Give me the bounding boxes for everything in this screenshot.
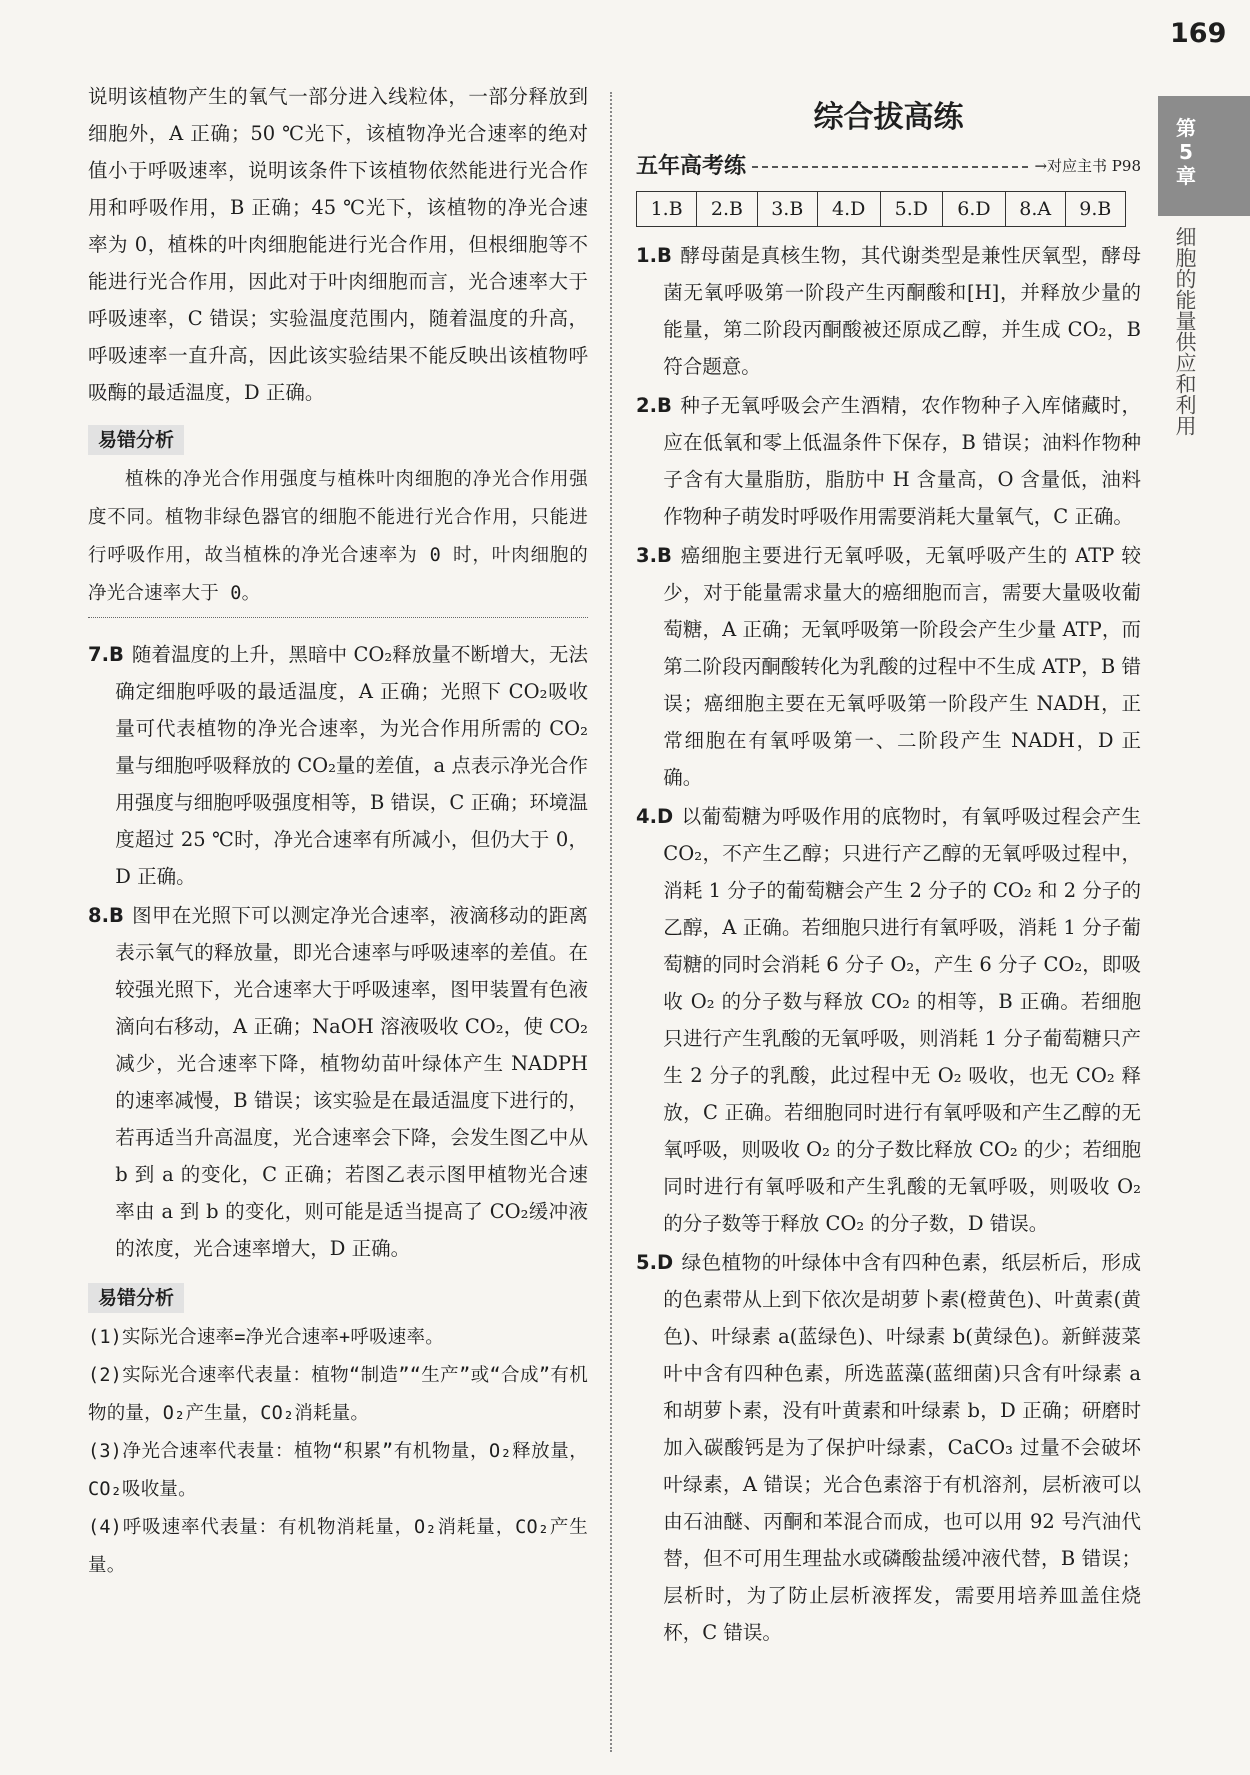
chapter-title: 细胞的能量供应和利用 <box>1173 226 1197 436</box>
error-analysis-item: (2)实际光合速率代表量：植物“制造”“生产”或“合成”有机物的量，O₂产生量，CO₂消耗量。 <box>88 1365 588 1424</box>
answer-cell: 3.B <box>757 192 817 227</box>
answer-number: 2.B <box>636 394 672 417</box>
answer-cell: 2.B <box>697 192 757 227</box>
answer-text: 随着温度的上升，黑暗中 CO₂释放量不断增大，无法确定细胞呼吸的最适温度，A 正确；光照下 CO₂吸收量可代表植物的净光合速率，为光合作用所需的 CO₂量与细胞呼吸释放的 CO₂量的差值，a 点表示净光合作用强度与细胞呼吸强度相等，B 错误，C 正确；环境温度超过 25 ℃时，净光合速率有所减小，但仍大于 0，D 正确。 <box>115 643 588 888</box>
answer-text: 种子无氧呼吸会产生酒精，农作物种子入库储藏时，应在低氧和零上低温条件下保存，B 错误；油料作物种子含有大量脂肪，脂肪中 H 含量高，O 含量低，油料作物种子萌发时呼吸作用需要消耗大量氧气，C 正确。 <box>663 394 1141 528</box>
answer-item-8 <box>88 897 588 1267</box>
answer-key-table <box>636 191 1126 227</box>
answer-text: 癌细胞主要进行无氧呼吸，无氧呼吸产生的 ATP 较少，对于能量需求量大的癌细胞而言，需要大量吸收葡萄糖，A 正确；无氧呼吸第一阶段会产生少量 ATP，而第二阶段丙酮酸转化为乳酸的过程中不生成 ATP，B 错误；癌细胞主要在无氧呼吸第一阶段产生 NADH，正常细胞在有氧呼吸第一、二阶段产生 NADH，D 正确。 <box>663 544 1141 789</box>
answer-item-7 <box>88 636 588 895</box>
error-analysis-list <box>88 1319 588 1585</box>
answer-text: 以葡萄糖为呼吸作用的底物时，有氧呼吸过程会产生 CO₂，不产生乙醇；只进行产乙醇的无氧呼吸过程中，消耗 1 分子的葡萄糖会产生 2 分子的 CO₂ 和 2 分子的乙醇，A 正确。若细胞只进行有氧呼吸，消耗 1 分子葡萄糖的同时会消耗 6 分子 O₂，产生 6 分子 CO₂，即吸收 O₂ 的分子数与释放 CO₂ 的相等，B 正确。若细胞只进行产生乳酸的无氧呼吸，则消耗 1 分子葡萄糖只产生 2 分子的乳酸，此过程中无 O₂ 吸收，也无 CO₂ 释放，C 正确。若细胞同时进行有氧呼吸和产生乙醇的无氧呼吸，则吸收 O₂ 的分子数比释放 CO₂ 的少；若细胞同时进行有氧呼吸和产生乳酸的无氧呼吸，则吸收 O₂ 的分子数等于释放 CO₂ 的分子数，D 错误。 <box>663 805 1141 1235</box>
answer-number: 5.D <box>636 1251 674 1274</box>
error-analysis-item: (1)实际光合速率=净光合速率+呼吸速率。 <box>88 1327 444 1348</box>
section-title: 综合拔高练 <box>813 100 964 135</box>
chapter-tab <box>1158 96 1250 216</box>
right-column <box>636 78 1141 1653</box>
table-row <box>637 192 1126 227</box>
answer-number: 4.D <box>636 805 674 828</box>
answer-item-5 <box>636 1244 1141 1651</box>
left-column <box>88 78 588 1585</box>
error-analysis-label: 易错分析 <box>88 425 184 455</box>
answer-text: 绿色植物的叶绿体中含有四种色素，纸层析后，形成的色素带从上到下依次是胡萝卜素(橙黄色)、叶黄素(黄色)、叶绿素 a(蓝绿色)、叶绿素 b(黄绿色)。新鲜菠菜叶中含有四种色素，所选蓝藻(蓝细菌)只含有叶绿素 a 和胡萝卜素，没有叶黄素和叶绿素 b，D 正确；研磨时加入碳酸钙是为了保护叶绿素，CaCO₃ 过量不会破坏叶绿素，A 错误；光合色素溶于有机溶剂，层析液可以由石油醚、丙酮和苯混合而成，也可以用 92 号汽油代替，但不可用生理盐水或磷酸盐缓冲液代替，B 错误；层析时，为了防止层析液挥发，需要用培养皿盖住烧杯，C 错误。 <box>663 1251 1141 1644</box>
error-analysis-label-2: 易错分析 <box>88 1283 184 1313</box>
answer-cell: 5.D <box>880 192 943 227</box>
answer-cell: 6.D <box>943 192 1006 227</box>
section-rule <box>752 166 1028 168</box>
answer-text: 酵母菌是真核生物，其代谢类型是兼性厌氧型，酵母菌无氧呼吸第一阶段产生丙酮酸和[H]，并释放少量的能量，第二阶段丙酮酸被还原成乙醇，并生成 CO₂，B 符合题意。 <box>663 244 1141 378</box>
answer-cell: 8.A <box>1005 192 1065 227</box>
error-analysis-text: 植株的净光合作用强度与植株叶肉细胞的净光合作用强度不同。植物非绿色器官的细胞不能进行光合作用，只能进行呼吸作用，故当植株的净光合速率为 0 时，叶肉细胞的净光合速率大于 0。 <box>88 469 588 604</box>
section-reference: →对应主书 P98 <box>1034 157 1141 175</box>
answer-cell: 4.D <box>817 192 880 227</box>
page-number: 169 <box>1170 18 1227 49</box>
answer-item-2 <box>636 387 1141 535</box>
column-divider <box>610 92 612 1752</box>
answer-number: 1.B <box>636 244 672 267</box>
answer-number: 8.B <box>88 904 124 927</box>
answer-number: 7.B <box>88 643 124 666</box>
error-analysis-item: (4)呼吸速率代表量：有机物消耗量，O₂消耗量，CO₂产生量。 <box>88 1517 588 1576</box>
answer-cell: 9.B <box>1065 192 1125 227</box>
section-name: 五年高考练 <box>636 154 747 179</box>
answer-number: 3.B <box>636 544 672 567</box>
error-analysis-box <box>88 461 588 618</box>
answer-text: 图甲在光照下可以测定净光合速率，液滴移动的距离表示氧气的释放量，即光合速率与呼吸速率的差值。在较强光照下，光合速率大于呼吸速率，图甲装置有色液滴向右移动，A 正确；NaOH 溶液吸收 CO₂，使 CO₂减少，光合速率下降，植物幼苗叶绿体产生 NADPH 的速率减慢，B 错误；该实验是在最适温度下进行的，若再适当升高温度，光合速率会下降，会发生图乙中从 b 到 a 的变化，C 正确；若图乙表示图甲植物光合速率由 a 到 b 的变化，则可能是适当提高了 CO₂缓冲液的浓度，光合速率增大，D 正确。 <box>115 904 588 1260</box>
chapter-tab-label: 第5章 <box>1176 116 1196 188</box>
continued-paragraph: 说明该植物产生的氧气一部分进入线粒体，一部分释放到细胞外，A 正确；50 ℃光下，该植物净光合速率的绝对值小于呼吸速率，说明该条件下该植物依然能进行光合作用和呼吸作用，B 正确；45 ℃光下，该植物的净光合速率为 0，植株的叶肉细胞能进行光合作用，但根细胞等不能进行光合作用，因此对于叶肉细胞而言，光合速率大于呼吸速率，C 错误；实验温度范围内，随着温度的升高，呼吸速率一直升高，因此该实验结果不能反映出该植物呼吸酶的最适温度，D 正确。 <box>88 85 588 404</box>
answer-item-3 <box>636 537 1141 796</box>
section-header <box>636 148 1141 185</box>
answer-cell: 1.B <box>637 192 697 227</box>
answer-item-4 <box>636 798 1141 1242</box>
error-analysis-item: (3)净光合速率代表量：植物“积累”有机物量，O₂释放量，CO₂吸收量。 <box>88 1441 588 1500</box>
answer-item-1 <box>636 237 1141 385</box>
